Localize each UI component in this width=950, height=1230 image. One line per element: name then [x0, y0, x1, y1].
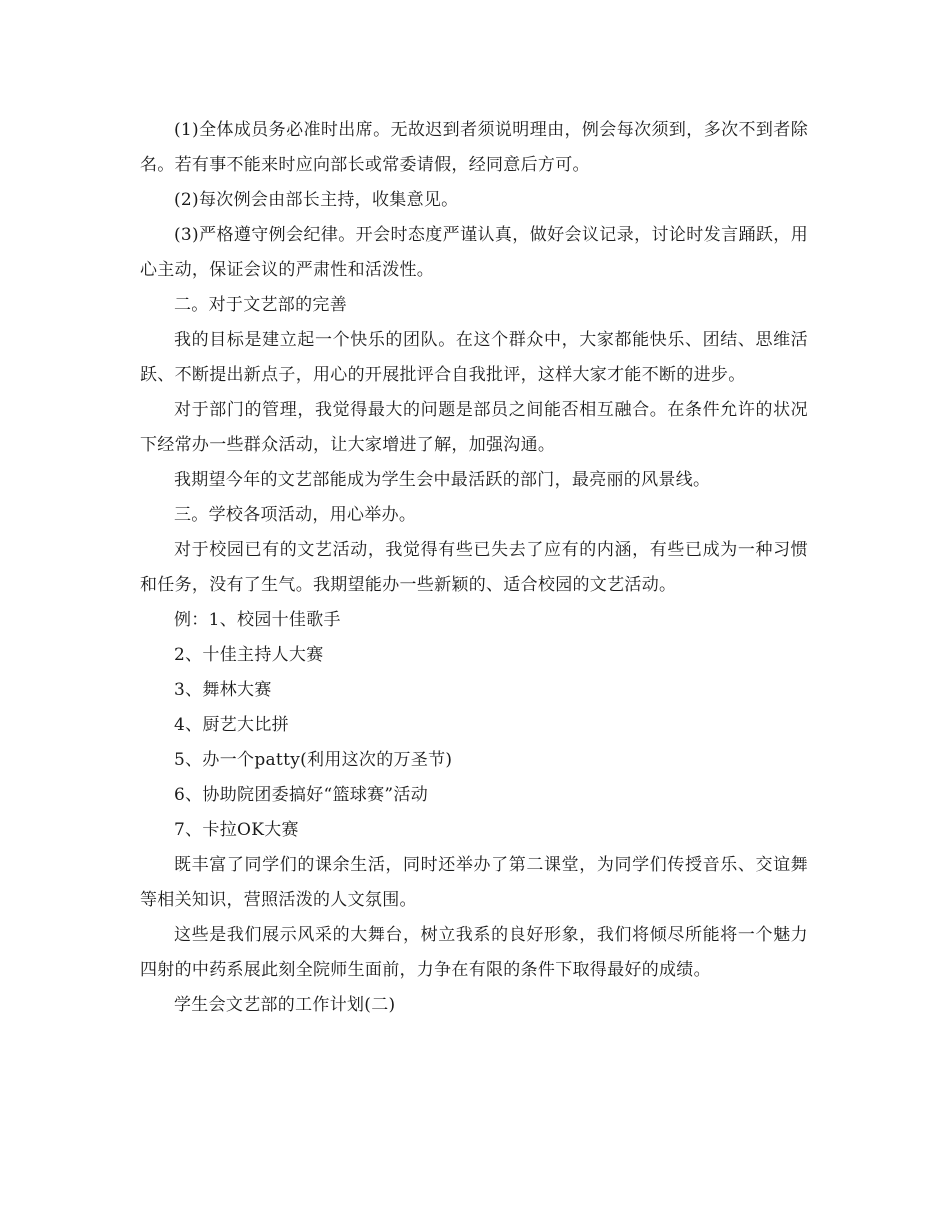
- list-item: 2、十佳主持人大赛: [174, 645, 324, 665]
- document-body: [140, 113, 808, 1023]
- section-heading-3: 三。学校各项活动，用心举办。: [174, 505, 417, 525]
- list-item: 5、办一个patty(利用这次的万圣节): [174, 750, 453, 770]
- list-item: 例：1、校园十佳歌手: [174, 610, 341, 630]
- section-title-plan-2: 学生会文艺部的工作计划(二): [174, 995, 396, 1015]
- paragraph-enrich: 既丰富了同学们的课余生活，同时还举办了第二课堂，为同学们传授音乐、交谊舞等相关知识，营照活泼的人文氛围。: [140, 855, 808, 910]
- paragraph-hope: 我期望今年的文艺部能成为学生会中最活跃的部门，最亮丽的风景线。: [174, 470, 711, 490]
- section-heading-2: 二。对于文艺部的完善: [174, 295, 347, 315]
- paragraph-goal: 我的目标是建立起一个快乐的团队。在这个群众中，大家都能快乐、团结、思维活跃、不断提出新点子，用心的开展批评合自我批评，这样大家才能不断的进步。: [140, 330, 808, 385]
- paragraph-activities: 对于校园已有的文艺活动，我觉得有些已失去了应有的内涵，有些已成为一种习惯和任务，没有了生气。我期望能办一些新颖的、适合校园的文艺活动。: [140, 540, 808, 595]
- paragraph-management: 对于部门的管理，我觉得最大的问题是部员之间能否相互融合。在条件允许的状况下经常办一些群众活动，让大家增进了解，加强沟通。: [140, 400, 808, 455]
- paragraph-rule-1: (1)全体成员务必准时出席。无故迟到者须说明理由，例会每次须到，多次不到者除名。若有事不能来时应向部长或常委请假，经同意后方可。: [140, 120, 808, 175]
- list-item: 6、协助院团委搞好“篮球赛”活动: [174, 785, 428, 805]
- list-item: 7、卡拉OK大赛: [174, 820, 299, 840]
- paragraph-rule-3: (3)严格遵守例会纪律。开会时态度严谨认真，做好会议记录，讨论时发言踊跃，用心主动，保证会议的严肃性和活泼性。: [140, 225, 808, 280]
- list-item: 4、厨艺大比拼: [174, 715, 289, 735]
- paragraph-stage: 这些是我们展示风采的大舞台，树立我系的良好形象，我们将倾尽所能将一个魅力四射的中药系展此刻全院师生面前，力争在有限的条件下取得最好的成绩。: [140, 925, 808, 980]
- paragraph-rule-2: (2)每次例会由部长主持，收集意见。: [174, 190, 459, 210]
- list-item: 3、舞林大赛: [174, 680, 272, 700]
